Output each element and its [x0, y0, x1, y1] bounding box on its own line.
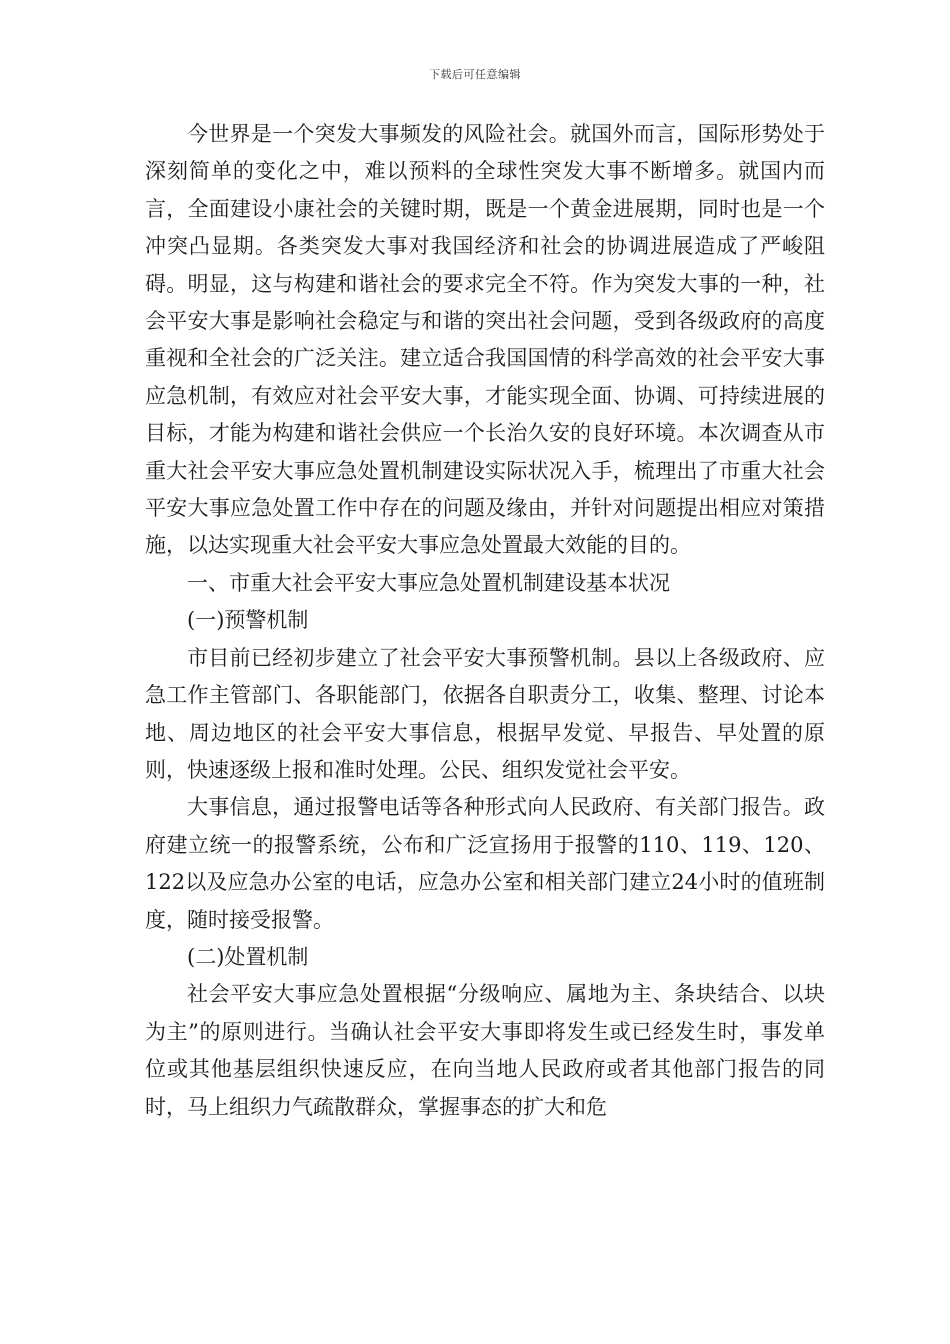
paragraph-warning-2: 大事信息，通过报警电话等各种形式向人民政府、有关部门报告。政府建立统一的报警系统，公布和广泛宣扬用于报警的110、119、120、122以及应急办公室的电话，应急办公室和相关部门建立24小时的值班制度，随时接受报警。: [145, 795, 825, 932]
subsection-heading-warning: (一)预警机制: [187, 608, 309, 633]
section-heading-1: 一、市重大社会平安大事应急处置机制建设基本状况: [187, 570, 670, 595]
paragraph-warning-1: 市目前已经初步建立了社会平安大事预警机制。县以上各级政府、应急工作主管部门、各职能部门，依据各自职责分工，收集、整理、讨论本地、周边地区的社会平安大事信息，根据早发觉、早报告、早处置的原则，快速逐级上报和准时处理。公民、组织发觉社会平安。: [145, 645, 825, 782]
paragraph-intro: 今世界是一个突发大事频发的风险社会。就国外而言，国际形势处于深刻简单的变化之中，难以预料的全球性突发大事不断增多。就国内而言，全面建设小康社会的关键时期，既是一个黄金进展期，同时也是一个冲突凸显期。各类突发大事对我国经济和社会的协调进展造成了严峻阻碍。明显，这与构建和谐社会的要求完全不符。作为突发大事的一种，社会平安大事是影响社会稳定与和谐的突出社会问题，受到各级政府的高度重视和全社会的广泛关注。建立适合我国国情的科学高效的社会平安大事应急机制，有效应对社会平安大事，才能实现全面、协调、可持续进展的目标，才能为构建和谐社会供应一个长治久安的良好环境。本次调查从市重大社会平安大事应急处置机制建设实际状况入手，梳理出了市重大社会平安大事应急处置工作中存在的问题及缘由，并针对问题提出相应对策措施，以达实现重大社会平安大事应急处置最大效能的目的。: [145, 122, 825, 558]
paragraph-disposal: 社会平安大事应急处置根据“分级响应、属地为主、条块结合、以块为主”的原则进行。当确认社会平安大事即将发生或已经发生时，事发单位或其他基层组织快速反应，在向当地人民政府或者其他部门报告的同时，马上组织力气疏散群众，掌握事态的扩大和危: [145, 982, 825, 1119]
header-note: 下载后可任意编辑: [429, 68, 521, 81]
subsection-heading-disposal: (二)处置机制: [187, 944, 309, 969]
document-body: [145, 116, 825, 1126]
